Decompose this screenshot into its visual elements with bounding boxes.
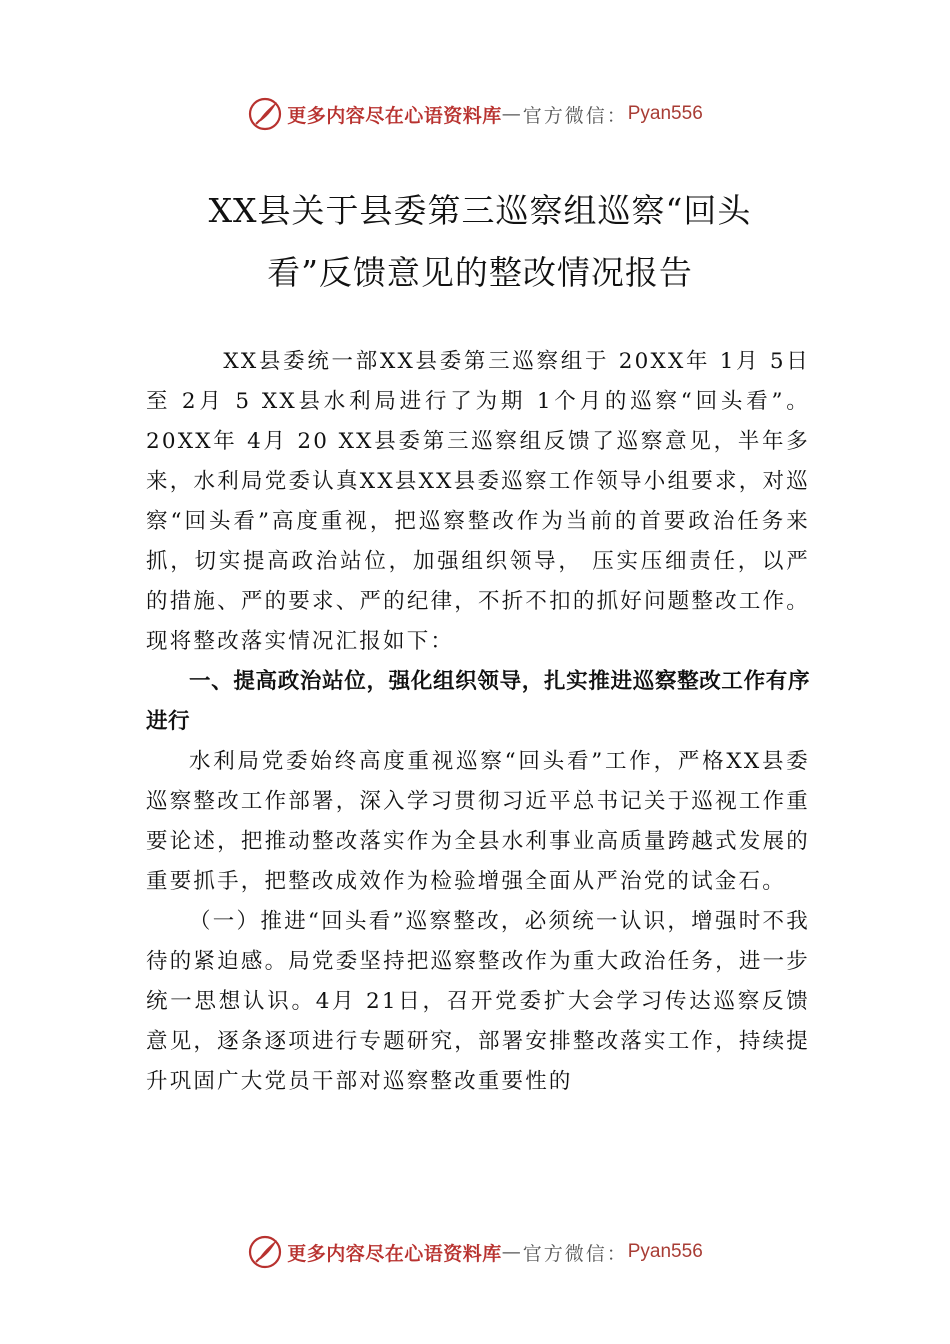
quill-logo-icon [247,1234,283,1270]
banner-brand: 更多内容尽在心语资料库 [287,104,502,127]
section-heading-1: 一、提高政治站位，强化组织领导，扎实推进巡察整改工作有序进行 [146,669,810,734]
paragraph-3: （一）推进“回头看”巡察整改，必须统一认识，增强时不我待的紧迫感。局党委坚持把巡察整改作为重大政治任务，进一步统一思想认识。4月 21日，召开党委扩大会学习传达巡察反馈意见，逐条逐项进行专题研究，部署安排整改落实工作，持续提升巩固广大党员干部对巡察整改重要性的 [146,909,810,1094]
banner-dash: — [501,1241,523,1263]
header-banner [0,94,950,134]
document-title-line-2: 看”反馈意见的整改情况报告 [267,253,693,292]
quill-logo-icon [247,96,283,132]
document-title-line-1: XX县关于县委第三巡察组巡察“回头 [208,191,752,230]
banner-brand: 更多内容尽在心语资料库 [287,1242,502,1265]
banner-wechat-label: 官方微信： [522,104,628,127]
paragraph-intro: XX县委统一部XX县委第三巡察组于 20XX年 1月 5日至 2月 5 XX县水利局进行了为期 1个月的巡察“回头看”。20XX年 4月 20 XX县委第三巡察组反馈了巡察意见，半年多来，水利局党委认真XX县XX县委巡察工作领导小组要求，对巡察“回头看”高度重视，把巡察整改作为当前的首要政治任务来抓，切实提高政治站位，加强组织领导， 压实压细责任，以严的措施、严的要求、严的纪律，不折不扣的抓好问题整改工作。现将整改落实情况汇报如下： [146,349,810,654]
paragraph-2: 水利局党委始终高度重视巡察“回头看”工作，严格XX县委巡察整改工作部署，深入学习贯彻习近平总书记关于巡视工作重要论述，把推动整改落实作为全县水利事业高质量跨越式发展的重要抓手，把整改成效作为检验增强全面从严治党的试金石。 [146,749,810,894]
footer-banner [0,1232,950,1272]
banner-wechat-id: Pyan556 [627,1241,703,1262]
document-body [146,342,810,1102]
banner-wechat-label: 官方微信： [522,1242,628,1265]
banner-wechat-id: Pyan556 [627,103,703,124]
banner-dash: — [501,103,523,125]
